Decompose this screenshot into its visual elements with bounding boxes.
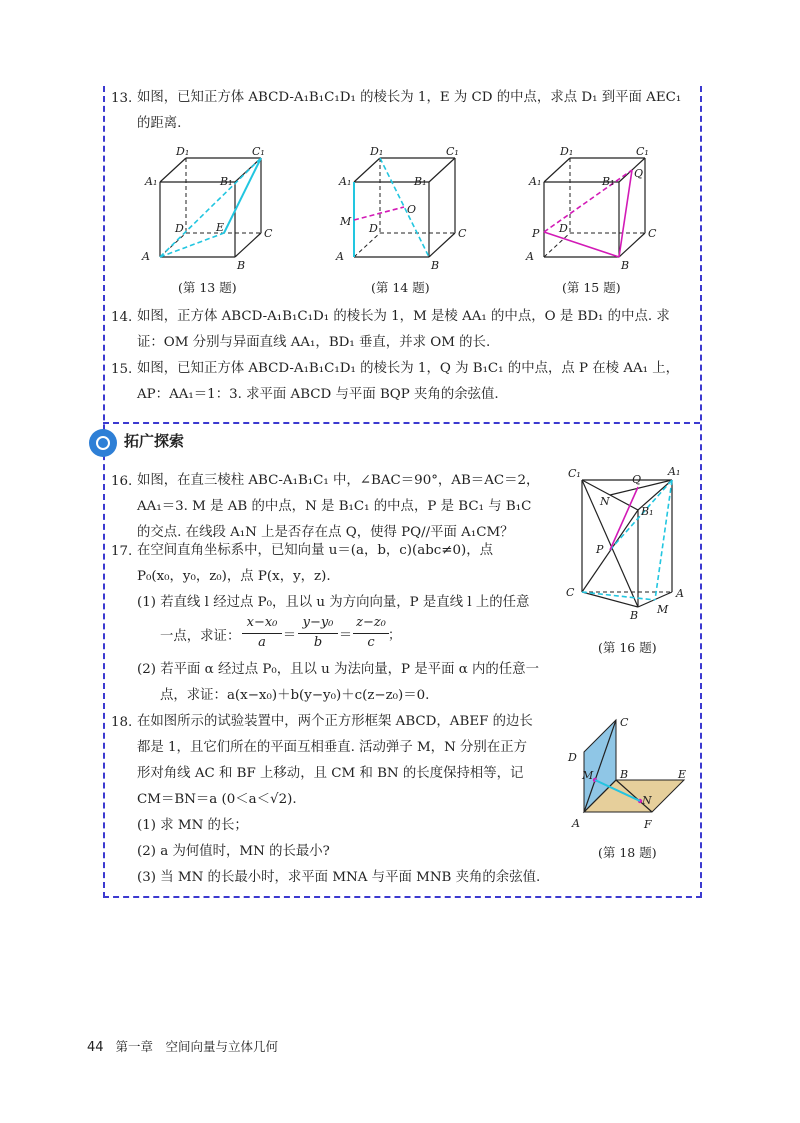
label-B: B bbox=[621, 259, 630, 272]
section-divider bbox=[103, 422, 700, 424]
problem-17-part-1-line-1: (1) 若直线 l 经过点 P₀，且以 u 为方向向量，P 是直线 l 上的任意 bbox=[137, 595, 530, 610]
problem-14-line-1: 如图，正方体 ABCD-A₁B₁C₁D₁ 的棱长为 1，M 是棱 AA₁ 的中点，O 是 BD₁ 的中点. 求 bbox=[137, 309, 670, 324]
semicolon: ； bbox=[388, 628, 402, 643]
label-B1: B₁ bbox=[414, 175, 427, 188]
problem-13-line-2: 的距离. bbox=[137, 116, 182, 131]
page-footer bbox=[87, 1037, 278, 1055]
problem-18-line-1: 在如图所示的试验装置中，两个正方形框架 ABCD，ABEF 的边长 bbox=[137, 714, 533, 729]
label-A: A bbox=[336, 250, 344, 263]
label-C1: C₁ bbox=[636, 145, 649, 158]
frac3-bar bbox=[353, 633, 389, 634]
frac3-numerator: z−z₀ bbox=[356, 615, 386, 630]
label-A1: A₁ bbox=[529, 175, 542, 188]
frac1-numerator: x−x₀ bbox=[246, 615, 278, 630]
frac2-denominator: b bbox=[313, 635, 323, 650]
problem-16-line-3: 的交点. 在线段 A₁N 上是否存在点 Q，使得 PQ//平面 A₁CM？ bbox=[137, 525, 514, 540]
figure-15-cube bbox=[524, 145, 674, 275]
label-M: M bbox=[657, 603, 669, 616]
label-P: P bbox=[532, 227, 540, 240]
figure-18-apparatus bbox=[562, 712, 697, 837]
figure-16-prism bbox=[560, 465, 690, 620]
label-B: B bbox=[237, 259, 246, 272]
label-Q: Q bbox=[634, 167, 644, 180]
problem-18-question-2: (2) a 为何值时，MN 的长最小? bbox=[137, 844, 330, 859]
label-C: C bbox=[648, 227, 657, 240]
equals-1: ＝ bbox=[283, 628, 297, 643]
label-A: A bbox=[526, 250, 534, 263]
problem-18-line-4: CM＝BN＝a (0＜a＜√2). bbox=[137, 792, 297, 807]
problem-17-line-1: 在空间直角坐标系中，已知向量 u＝(a，b，c)(abc≠0)，点 bbox=[137, 543, 494, 558]
label-M: M bbox=[582, 769, 594, 782]
caption-fig-15: (第 15 题) bbox=[562, 280, 621, 295]
label-B1: B₁ bbox=[641, 505, 654, 518]
label-A1: A₁ bbox=[339, 175, 352, 188]
problem-18-line-3: 形对角线 AC 和 BF 上移动，且 CM 和 BN 的长度保持相等，记 bbox=[137, 766, 524, 781]
problem-17-part-2-line-2: 点，求证：a(x−x₀)＋b(y−y₀)＋c(z−z₀)＝0. bbox=[160, 688, 430, 703]
caption-fig-18: (第 18 题) bbox=[598, 845, 657, 860]
section-title: 拓广探索 bbox=[124, 432, 185, 450]
problem-16-number: 16. bbox=[111, 474, 133, 489]
label-O: O bbox=[407, 203, 417, 216]
problem-15-line-2: AP：AA₁＝1：3. 求平面 ABCD 与平面 BQP 夹角的余弦值. bbox=[137, 387, 499, 402]
label-C: C bbox=[620, 716, 629, 729]
frac1-denominator: a bbox=[258, 635, 266, 650]
label-F: F bbox=[644, 818, 652, 831]
label-A: A bbox=[572, 817, 580, 830]
frac1-bar bbox=[242, 633, 282, 634]
label-B: B bbox=[630, 609, 639, 622]
equation-line-symmetric bbox=[242, 615, 402, 655]
label-D: D bbox=[568, 751, 577, 764]
problem-17-part-1-line-2: 一点，求证： bbox=[160, 629, 241, 644]
problem-17-line-2: P₀(x₀，y₀，z₀)，点 P(x，y，z). bbox=[137, 569, 331, 584]
label-C1: C₁ bbox=[252, 145, 265, 158]
caption-fig-16: (第 16 题) bbox=[598, 640, 657, 655]
label-A: A bbox=[142, 250, 150, 263]
label-E: E bbox=[216, 221, 225, 234]
page-number: 44 bbox=[87, 1040, 104, 1055]
label-N: N bbox=[600, 495, 610, 508]
problem-16-line-2: AA₁＝3. M 是 AB 的中点，N 是 B₁C₁ 的中点，P 是 BC₁ 与 B₁C bbox=[137, 499, 532, 514]
label-Q: Q bbox=[632, 473, 642, 486]
problem-13-number: 13. bbox=[111, 91, 133, 106]
label-D1: D₁ bbox=[176, 145, 190, 158]
problem-17-part-2-line-1: (2) 若平面 α 经过点 P₀，且以 u 为法向量，P 是平面 α 内的任意一 bbox=[137, 662, 539, 677]
label-A1: A₁ bbox=[145, 175, 158, 188]
label-C: C bbox=[566, 586, 575, 599]
label-D: D bbox=[175, 222, 184, 235]
label-B: B bbox=[431, 259, 440, 272]
label-D1: D₁ bbox=[370, 145, 384, 158]
label-C: C bbox=[264, 227, 273, 240]
problem-18-number: 18. bbox=[111, 715, 133, 730]
label-D: D bbox=[369, 222, 378, 235]
label-A: A bbox=[676, 587, 684, 600]
caption-fig-14: (第 14 题) bbox=[371, 280, 430, 295]
problem-15-number: 15. bbox=[111, 362, 133, 377]
label-D: D bbox=[559, 222, 568, 235]
label-B1: B₁ bbox=[220, 175, 233, 188]
label-E: E bbox=[678, 768, 687, 781]
figure-13-cube bbox=[140, 145, 290, 275]
problem-18-line-2: 都是 1，且它们所在的平面互相垂直. 活动弹子 M，N 分别在正方 bbox=[137, 740, 527, 755]
label-A1: A₁ bbox=[668, 465, 681, 478]
problem-15-line-1: 如图，已知正方体 ABCD-A₁B₁C₁D₁ 的棱长为 1，Q 为 B₁C₁ 的中点，点 P 在棱 AA₁ 上， bbox=[137, 361, 680, 376]
label-C: C bbox=[458, 227, 467, 240]
problem-18-question-3: (3) 当 MN 的长最小时，求平面 MNA 与平面 MNB 夹角的余弦值. bbox=[137, 870, 541, 885]
label-D1: D₁ bbox=[560, 145, 574, 158]
caption-fig-13: (第 13 题) bbox=[178, 280, 237, 295]
problem-14-number: 14. bbox=[111, 310, 133, 325]
label-N: N bbox=[642, 794, 652, 807]
explore-icon bbox=[89, 429, 117, 457]
label-P: P bbox=[596, 543, 604, 556]
frac3-denominator: c bbox=[367, 635, 375, 650]
label-M: M bbox=[340, 215, 352, 228]
label-B1: B₁ bbox=[602, 175, 615, 188]
label-C1: C₁ bbox=[446, 145, 459, 158]
label-C1: C₁ bbox=[568, 467, 581, 480]
figure-14-cube bbox=[334, 145, 484, 275]
chapter-title: 第一章 空间向量与立体几何 bbox=[115, 1039, 279, 1054]
frac2-bar bbox=[298, 633, 338, 634]
equals-2: ＝ bbox=[339, 628, 353, 643]
frac2-numerator: y−y₀ bbox=[302, 615, 334, 630]
problem-18-question-1: (1) 求 MN 的长； bbox=[137, 818, 248, 833]
problem-13-line-1: 如图，已知正方体 ABCD-A₁B₁C₁D₁ 的棱长为 1，E 为 CD 的中点，求点 D₁ 到平面 AEC₁ bbox=[137, 90, 682, 105]
problem-17-number: 17. bbox=[111, 544, 133, 559]
label-B: B bbox=[620, 768, 629, 781]
problem-14-line-2: 证：OM 分别与异面直线 AA₁，BD₁ 垂直，并求 OM 的长. bbox=[137, 335, 491, 350]
problem-16-line-1: 如图，在直三棱柱 ABC-A₁B₁C₁ 中，∠BAC＝90°，AB＝AC＝2， bbox=[137, 473, 540, 488]
